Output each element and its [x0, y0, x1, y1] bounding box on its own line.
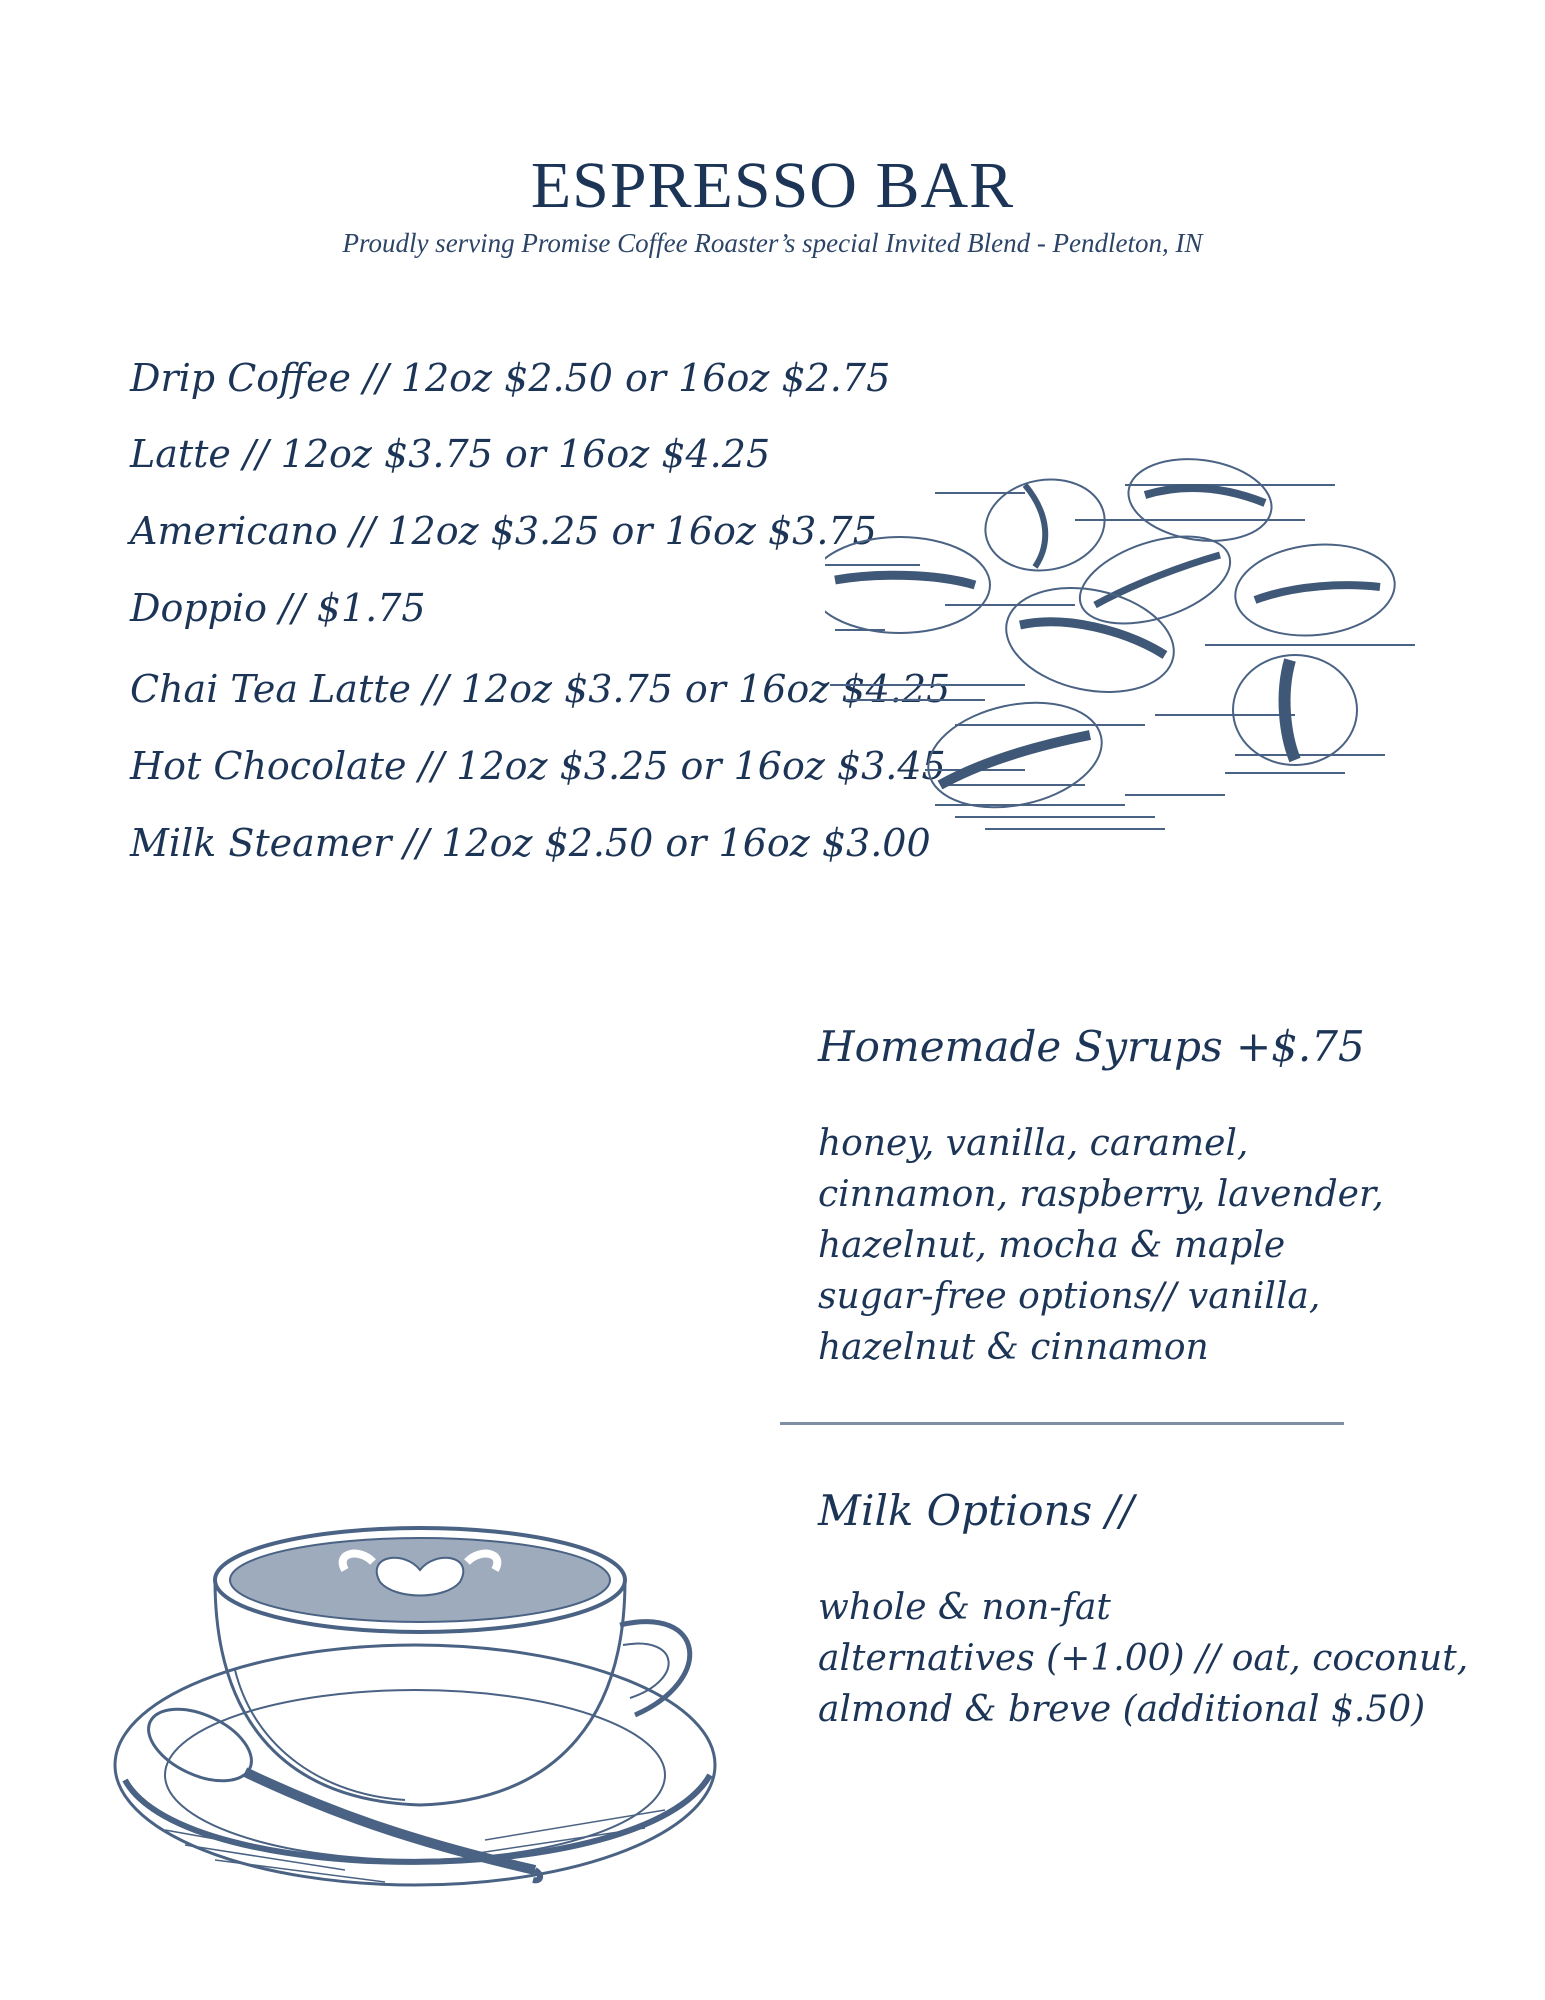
syrups-line: sugar-free options// vanilla, — [818, 1276, 1321, 1317]
cappuccino-cup-illustration — [105, 1510, 735, 1930]
menu-item-milk-steamer: Milk Steamer // 12oz $2.50 or 16oz $3.00 — [130, 821, 931, 865]
syrups-line: hazelnut, mocha & maple — [818, 1225, 1286, 1266]
menu-item-drip-coffee: Drip Coffee // 12oz $2.50 or 16oz $2.75 — [130, 356, 891, 400]
menu-item-latte: Latte // 12oz $3.75 or 16oz $4.25 — [130, 432, 771, 476]
coffee-beans-illustration — [825, 455, 1425, 855]
syrups-heading: Homemade Syrups +$.75 — [818, 1022, 1365, 1071]
page-subtitle: Proudly serving Promise Coffee Roaster’s special Invited Blend - Pendleton, IN — [342, 228, 1203, 258]
syrups-line: honey, vanilla, caramel, — [818, 1123, 1249, 1164]
menu-item-doppio: Doppio // $1.75 — [130, 586, 426, 630]
milk-options-line: alternatives (+1.00) // oat, coconut, — [818, 1638, 1469, 1679]
milk-options-list — [818, 1582, 1468, 1735]
milk-options-heading: Milk Options // — [818, 1486, 1134, 1535]
menu-item-chai-tea-latte: Chai Tea Latte // 12oz $3.75 or 16oz $4.25 — [130, 667, 951, 711]
syrups-line: hazelnut & cinnamon — [818, 1327, 1209, 1368]
milk-options-line: almond & breve (additional $.50) — [818, 1689, 1426, 1730]
milk-options-line: whole & non-fat — [818, 1587, 1111, 1628]
syrups-list — [818, 1118, 1384, 1373]
page-title: ESPRESSO BAR — [530, 149, 1015, 222]
menu-item-americano: Americano // 12oz $3.25 or 16oz $3.75 — [130, 509, 877, 553]
syrups-line: cinnamon, raspberry, lavender, — [818, 1174, 1384, 1215]
section-divider — [780, 1422, 1344, 1425]
menu-item-hot-chocolate: Hot Chocolate // 12oz $3.25 or 16oz $3.45 — [130, 744, 946, 788]
